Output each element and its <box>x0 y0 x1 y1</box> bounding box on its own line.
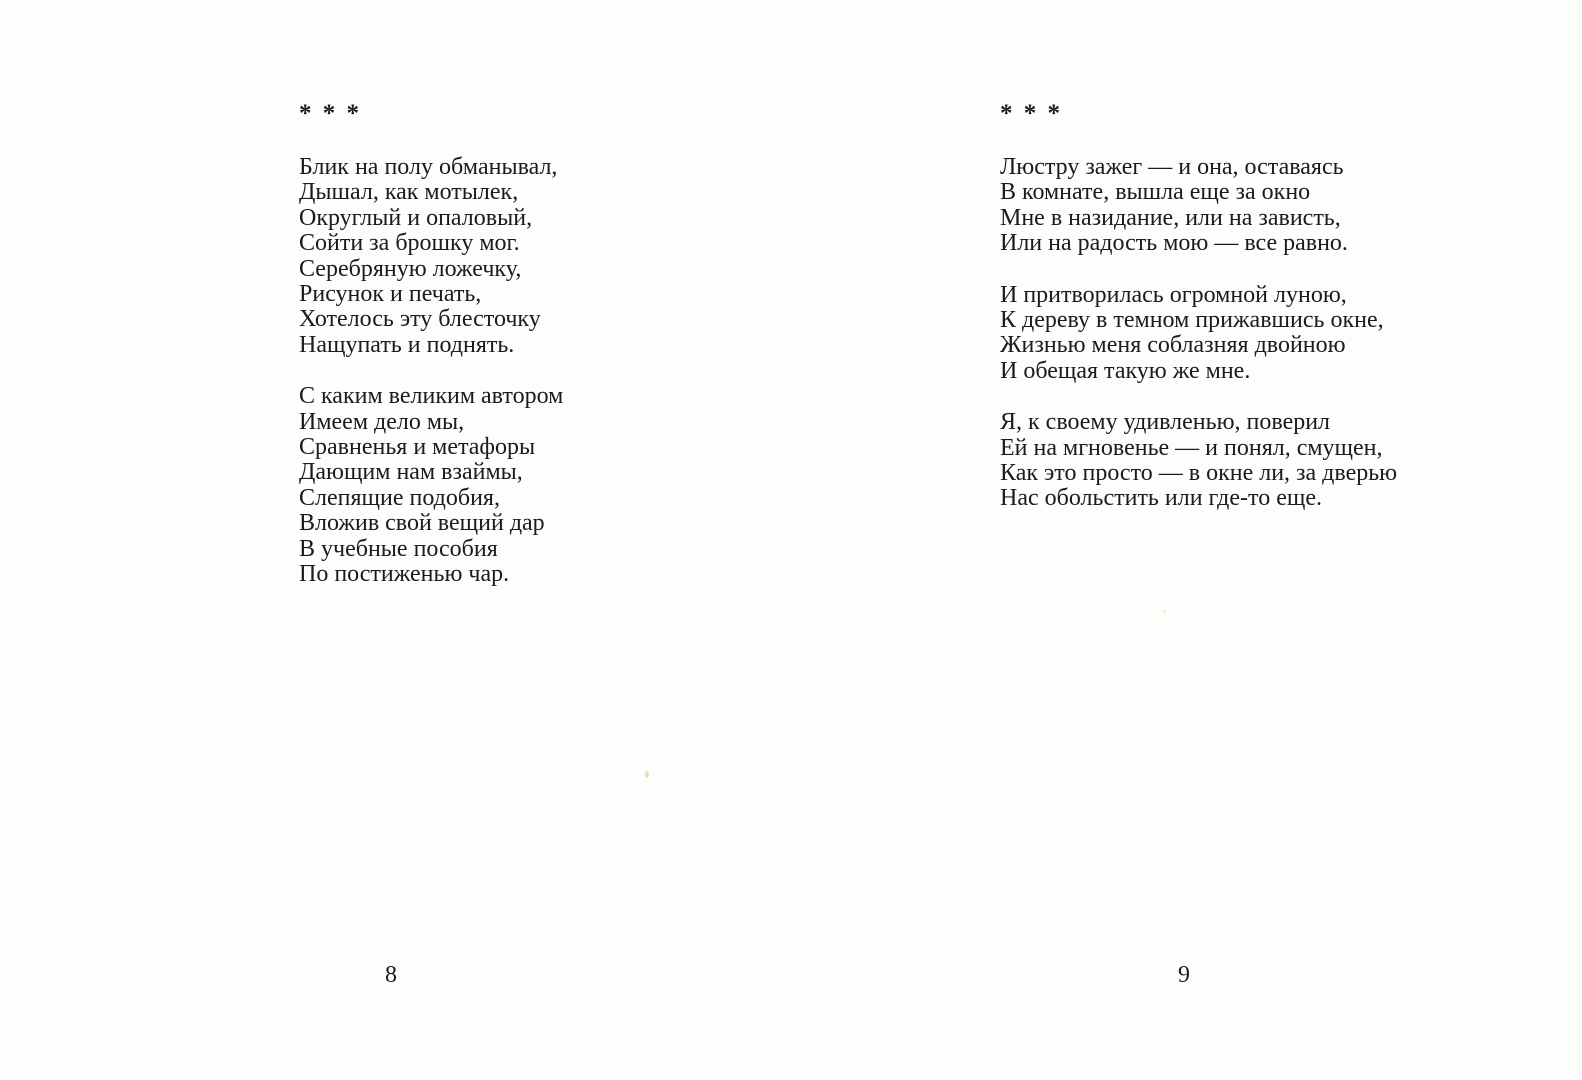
stanza <box>1000 155 1397 257</box>
poem-line: Блик на полу обманывал, <box>299 154 558 180</box>
poem-line: По постиженью чар. <box>299 561 510 588</box>
stanza <box>1000 283 1397 385</box>
section-mark: * * * <box>1000 100 1063 127</box>
poem-line: Мне в назидание, или на зависть, <box>1000 204 1341 231</box>
section-mark: * * * <box>299 100 362 127</box>
poem-line: Сойти за брошку мог. <box>299 230 520 257</box>
poem-line: Нащупать и поднять. <box>299 331 515 358</box>
poem-line: Я, к своему удивленью, поверил <box>1000 409 1331 436</box>
poem-line: Вложив свой вещий дар <box>299 510 545 537</box>
scan-speck <box>645 771 649 778</box>
poem-line: С каким великим автором <box>299 383 564 410</box>
page-number-left: 8 <box>385 962 397 988</box>
poem-line: Сравненья и метафоры <box>299 434 536 461</box>
poem-line: Дающим нам взаймы, <box>299 459 523 486</box>
poem-line: И притворилась огромной луною, <box>1000 281 1347 308</box>
poem-line: Или на радость мою — все равно. <box>1000 230 1348 257</box>
poem-line: Округлый и опаловый, <box>299 204 533 231</box>
stanza <box>299 155 563 358</box>
poem-body <box>299 155 563 588</box>
poem-line: Ей на мгновенье — и понял, смущен, <box>1000 434 1383 461</box>
poem-line: Имеем дело мы, <box>299 408 465 435</box>
poem-line: Нас обольстить или где-то еще. <box>1000 485 1322 512</box>
poem-line: Люстру зажег — и она, оставаясь <box>1000 154 1344 180</box>
left-page-poem <box>299 101 563 614</box>
poem-line: Серебряную ложечку, <box>299 255 522 282</box>
poem-line: Слепящие подобия, <box>299 484 500 511</box>
stanza <box>1000 410 1397 512</box>
poem-line: Рисунок и печать, <box>299 281 482 308</box>
poem-line: Хотелось эту блесточку <box>299 306 541 333</box>
poem-line: Дышал, как мотылек, <box>299 179 519 206</box>
poem-line: К дереву в темном прижавшись окне, <box>1000 307 1384 334</box>
poem-body <box>1000 155 1397 512</box>
scan-speck <box>1163 610 1166 613</box>
poem-line: И обещая такую же мне. <box>1000 357 1251 384</box>
poem-line: Жизнью меня соблазняя двойною <box>1000 332 1346 359</box>
stanza <box>299 384 563 587</box>
poem-line: В учебные пособия <box>299 535 498 562</box>
poem-line: Как это просто — в окне ли, за дверью <box>1000 460 1398 487</box>
page-number-right: 9 <box>1178 962 1190 988</box>
right-page-poem <box>1000 101 1397 538</box>
poem-line: В комнате, вышла еще за окно <box>1000 179 1311 206</box>
